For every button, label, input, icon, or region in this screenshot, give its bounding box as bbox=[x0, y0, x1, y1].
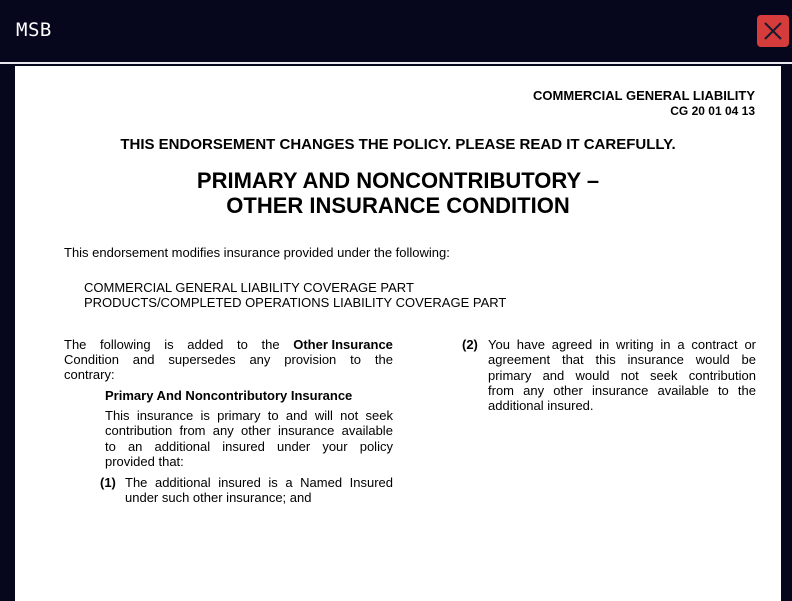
text-line bbox=[488, 368, 756, 383]
text-line: additional insured. bbox=[488, 398, 594, 414]
title-divider bbox=[0, 62, 792, 64]
word: policy bbox=[359, 438, 393, 454]
coverage-part: PRODUCTS/COMPLETED OPERATIONS LIABILITY COVERAGE PART bbox=[84, 295, 507, 310]
word: insurance bbox=[277, 423, 335, 439]
word: other bbox=[241, 423, 271, 439]
word: contribution bbox=[105, 423, 173, 439]
word: to bbox=[717, 382, 729, 398]
word: insurance bbox=[627, 352, 684, 368]
document-page bbox=[15, 66, 781, 601]
word: would bbox=[575, 367, 610, 383]
word: This bbox=[105, 408, 130, 423]
word: Insured bbox=[349, 475, 393, 490]
word: provision bbox=[284, 352, 337, 367]
form-number: CG 20 01 04 13 bbox=[670, 104, 755, 118]
word: is bbox=[268, 475, 278, 490]
primary-paragraph bbox=[105, 408, 393, 469]
word: following bbox=[100, 337, 151, 352]
word: contract bbox=[691, 337, 738, 352]
word: the bbox=[261, 337, 280, 352]
word: primary bbox=[488, 367, 532, 383]
word: and bbox=[285, 408, 308, 423]
word: Named bbox=[300, 475, 343, 490]
section-subheading: Primary And Noncontributory Insurance bbox=[105, 388, 353, 403]
word: a bbox=[285, 475, 293, 490]
word: to bbox=[350, 352, 361, 367]
coverage-part: COMMERCIAL GENERAL LIABILITY COVERAGE PART bbox=[84, 280, 414, 295]
word: additional bbox=[154, 438, 211, 454]
word: other bbox=[553, 382, 583, 398]
word: any bbox=[249, 352, 271, 367]
word: that bbox=[561, 352, 584, 368]
lead-line-3: contrary: bbox=[64, 367, 115, 382]
word: to bbox=[267, 408, 279, 423]
word: your bbox=[322, 438, 348, 454]
word: insured bbox=[222, 438, 265, 454]
text-line bbox=[105, 439, 393, 454]
lead-line-2 bbox=[64, 352, 393, 367]
form-category: COMMERCIAL GENERAL LIABILITY bbox=[533, 88, 755, 103]
text-line bbox=[105, 408, 393, 423]
text-line bbox=[105, 423, 393, 438]
word: is bbox=[200, 408, 210, 423]
word: seek bbox=[365, 408, 393, 423]
word: any bbox=[523, 382, 545, 398]
word: agreed bbox=[551, 337, 593, 352]
word: primary bbox=[217, 408, 261, 423]
word: not bbox=[340, 408, 359, 423]
word: or bbox=[744, 337, 756, 352]
word: under bbox=[276, 438, 311, 454]
title-bar bbox=[0, 0, 792, 62]
item-1-text bbox=[125, 475, 393, 506]
word: this bbox=[595, 352, 616, 368]
word: in bbox=[660, 337, 671, 352]
modifies-statement: This endorsement modifies insurance provided under the following: bbox=[64, 245, 450, 260]
text-line bbox=[488, 352, 756, 367]
word: The bbox=[125, 475, 148, 490]
word: writing bbox=[616, 337, 654, 352]
word: in bbox=[599, 337, 610, 352]
word: will bbox=[314, 408, 333, 423]
word: is bbox=[164, 337, 174, 352]
word: You bbox=[488, 337, 510, 352]
word: to bbox=[105, 438, 116, 454]
word: any bbox=[212, 423, 234, 439]
word: The bbox=[64, 337, 87, 352]
word: from bbox=[179, 423, 206, 439]
document-title-line2: OTHER INSURANCE CONDITION bbox=[226, 193, 570, 218]
app-title: MSB bbox=[16, 19, 52, 41]
word: the bbox=[374, 352, 393, 367]
close-icon bbox=[762, 20, 784, 42]
word: agreement bbox=[488, 352, 551, 368]
word: would bbox=[695, 352, 730, 368]
word: available bbox=[341, 423, 393, 439]
word: additional bbox=[154, 475, 211, 490]
document-title-line1: PRIMARY AND NONCONTRIBUTORY – bbox=[196, 168, 600, 193]
word: have bbox=[516, 337, 545, 352]
endorsement-notice: THIS ENDORSEMENT CHANGES THE POLICY. PLEASE READ IT CAREFULLY. bbox=[120, 136, 676, 153]
word: supersedes bbox=[168, 352, 236, 367]
word: be bbox=[741, 352, 756, 368]
text-line bbox=[488, 383, 756, 398]
item-2-text bbox=[488, 337, 756, 413]
item-number: (1) bbox=[100, 475, 116, 490]
word: an bbox=[127, 438, 143, 454]
word: contribution bbox=[688, 367, 756, 383]
lead-line-1 bbox=[64, 337, 393, 352]
word: the bbox=[737, 382, 756, 398]
word: and bbox=[132, 352, 155, 367]
word: insured bbox=[218, 475, 261, 490]
word: not bbox=[620, 367, 639, 383]
word: to bbox=[237, 337, 248, 352]
text-line: provided that: bbox=[105, 453, 184, 469]
close-button[interactable] bbox=[757, 15, 789, 47]
word: from bbox=[488, 382, 514, 398]
word: insurance bbox=[591, 382, 649, 398]
word: available bbox=[657, 382, 709, 398]
text-line bbox=[488, 337, 756, 352]
word: Condition bbox=[64, 352, 119, 367]
word: insurance bbox=[136, 408, 194, 423]
word: added bbox=[187, 337, 224, 352]
word: seek bbox=[650, 367, 678, 383]
text-line bbox=[125, 475, 393, 490]
item-number: (2) bbox=[462, 337, 478, 352]
word: Other Insurance bbox=[293, 337, 393, 352]
word: and bbox=[542, 367, 565, 383]
text-line: under such other insurance; and bbox=[125, 490, 312, 506]
word: a bbox=[677, 337, 685, 352]
